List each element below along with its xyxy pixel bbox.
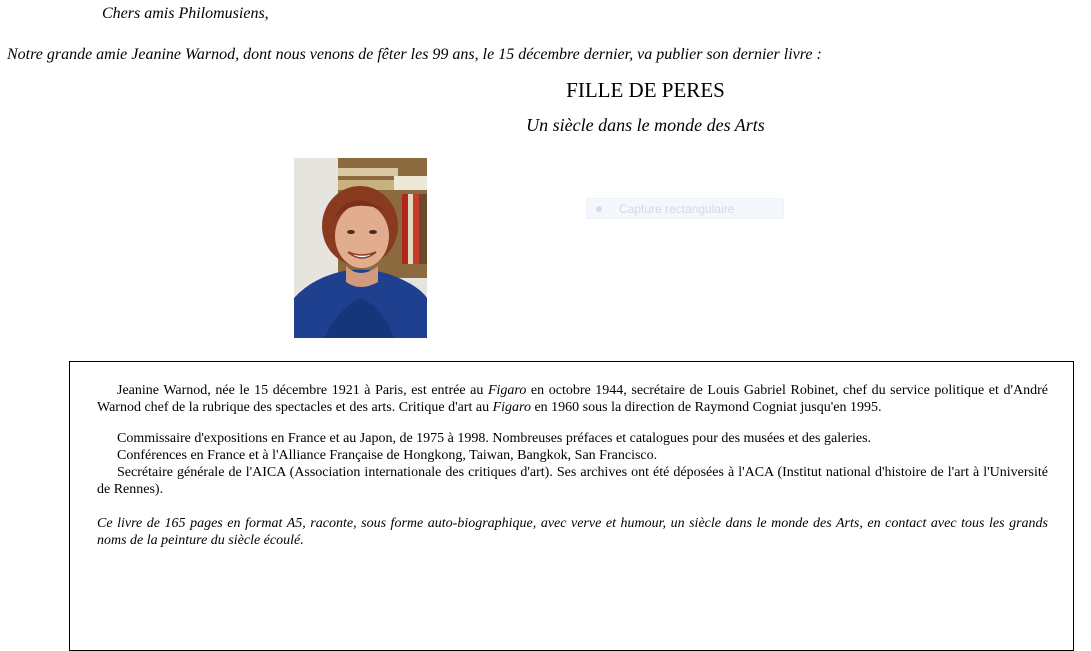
shelf-book	[394, 176, 427, 190]
figaro-title: Figaro	[487, 383, 527, 398]
eye-left	[347, 230, 355, 234]
bio-text: en octobre 1944, secrétaire de Louis Gabriel Robinet, chef du service politique et d'André Warnod chef de la rubrique des spectacles et des arts. Critique d'art au	[97, 383, 1048, 415]
bio-paragraph-exhibitions: Commissaire d'expositions en France et au Japon, de 1975 à 1998. Nombreuses préfaces et catalogues pour des musées et des galeries.	[117, 431, 872, 446]
shelf-book	[408, 194, 413, 264]
bio-paragraph-career	[97, 382, 1048, 416]
record-dot-icon	[596, 206, 602, 212]
shelf-book	[338, 168, 398, 176]
shelf-book	[419, 194, 427, 264]
book-subtitle: Un siècle dans le monde des Arts	[526, 115, 765, 135]
bio-text: en 1960 sous la direction de Raymond Cogniat jusqu'en 1995.	[530, 400, 882, 415]
capture-label: Capture rectangulaire	[619, 201, 735, 216]
shelf-book	[402, 194, 408, 264]
shelf-book	[413, 194, 419, 264]
intro-paragraph: Notre grande amie Jeanine Warnod, dont nous venons de fêter les 99 ans, le 15 décembre dernier, va publier son dernier livre :	[7, 46, 822, 63]
portrait-image	[294, 158, 427, 338]
biography-box	[69, 361, 1074, 651]
figaro-title: Figaro	[492, 400, 531, 415]
bio-text: Jeanine Warnod, née le 15 décembre 1921 à Paris, est entrée au	[117, 383, 488, 398]
capture-rectangle-tooltip[interactable]	[586, 198, 784, 219]
greeting: Chers amis Philomusiens,	[102, 5, 269, 22]
bio-paragraph-conferences: Conférences en France et à l'Alliance Française de Hongkong, Taiwan, Bangkok, San Francisco.	[117, 448, 658, 463]
author-portrait	[294, 158, 427, 338]
eye-right	[369, 230, 377, 234]
book-description: Ce livre de 165 pages en format A5, raconte, sous forme auto-biographique, avec verve et humour, un siècle dans le monde des Arts, en contact avec tous les grands noms de la peinture du siècle écoulé.	[97, 516, 1048, 548]
book-title: FILLE DE PERES	[566, 78, 725, 102]
biography-text	[97, 382, 1048, 549]
bio-paragraph-aica: Secrétaire générale de l'AICA (Association internationale des critiques d'art). Ses archives ont été déposées à l'ACA (Institut national d'histoire de l'art à l'Université de Rennes).	[97, 465, 1048, 497]
